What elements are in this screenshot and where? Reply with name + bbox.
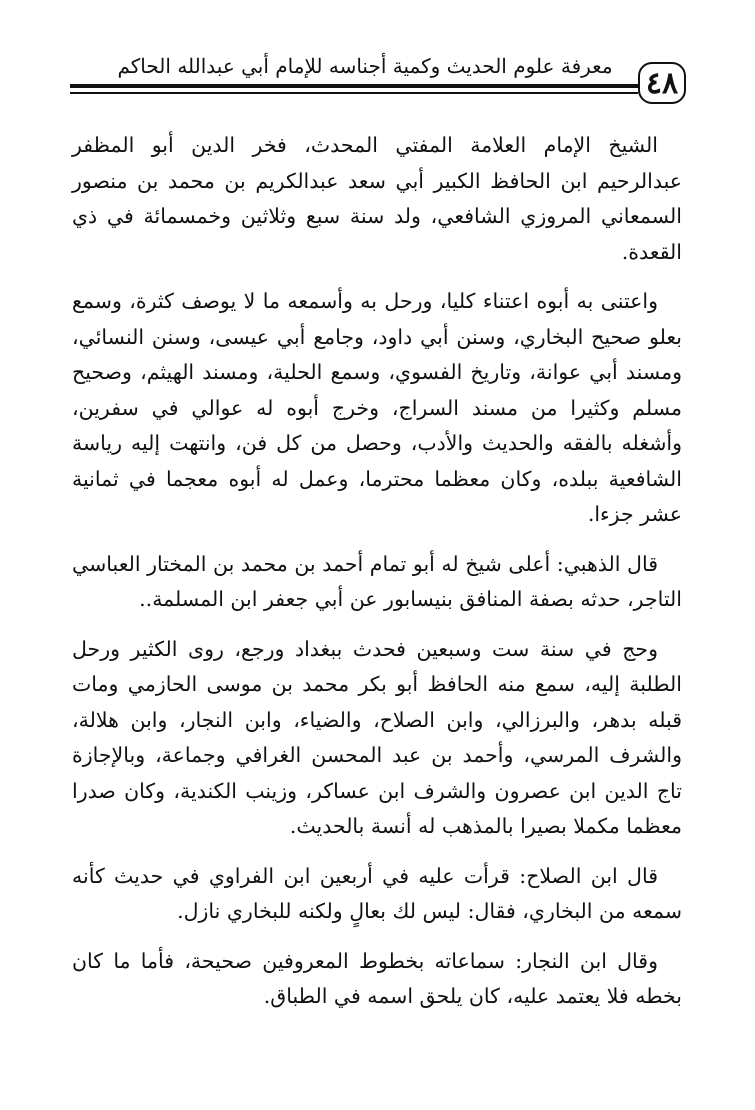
paragraph: قال الذهبي: أعلى شيخ له أبو تمام أحمد بن محمد بن المختار العباسي التاجر، حدثه بصفة المنافق بنيسابور عن أبي جعفر ابن المسلمة.. [72,551,682,611]
header-rule-thin [70,92,638,94]
paragraph: وحج في سنة ست وسبعين فحدث ببغداد ورجع، روى الكثير ورحل الطلبة إليه، سمع منه الحافظ أبو بكر محمد بن موسى الحازمي ومات قبله بدهر، والبرزالي، وابن الصلاح، والضياء، وابن النجار، وابن هلالة، والشرف المرسي، وأحمد بن عبد المحسن الغرافي وجماعة، وبالإجازة تاج الدين ابن عصرون والشرف ابن عساكر، وزينب الكندية، وكان صدرا معظما مكملا بصيرا بالمذهب له أنسة بالحديث. [72,636,682,838]
body-text [72,128,682,1029]
paragraph: وقال ابن النجار: سماعاته بخطوط المعروفين صحيحة، فأما ما كان بخطه فلا يعتمد عليه، كان يلحق اسمه في الطباق. [72,948,682,1008]
running-header-title: معرفة علوم الحديث وكمية أجناسه للإمام أبي عبدالله الحاكم [117,54,613,78]
page-number: ٤٨ [638,62,686,104]
paragraph: قال ابن الصلاح: قرأت عليه في أربعين ابن الفراوي في حديث كأنه سمعه من البخاري، فقال: ليس لك بعالٍ ولكنه للبخاري نازل. [72,863,682,923]
header-rule-thick [70,84,638,88]
paragraph: الشيخ الإمام العلامة المفتي المحدث، فخر الدين أبو المظفر عبدالرحيم ابن الحافظ الكبير أبي سعد عبدالكريم بن محمد بن منصور السمعاني المروزي الشافعي، ولد سنة سبع وثلاثين وخمسمائة في ذي القعدة. [72,133,682,264]
paragraph: واعتنى به أبوه اعتناء كليا، ورحل به وأسمعه ما لا يوصف كثرة، وسمع بعلو صحيح البخاري، وسنن أبي داود، وجامع أبي عيسى، وسنن النسائي، ومسند أبي عوانة، وتاريخ الفسوي، وسمع الحلية، ومسند الهيثم، وصحيح مسلم وكثيرا من مسند السراج، وخرج أبوه له عوالي في سفرين، وأشغله بالفقه والحديث والأدب، وحصل من كل فن، وانتهت إليه رياسة الشافعية ببلده، وكان معظما محترما، وعمل له أبوه معجما في ثمانية عشر جزءا. [72,289,682,526]
